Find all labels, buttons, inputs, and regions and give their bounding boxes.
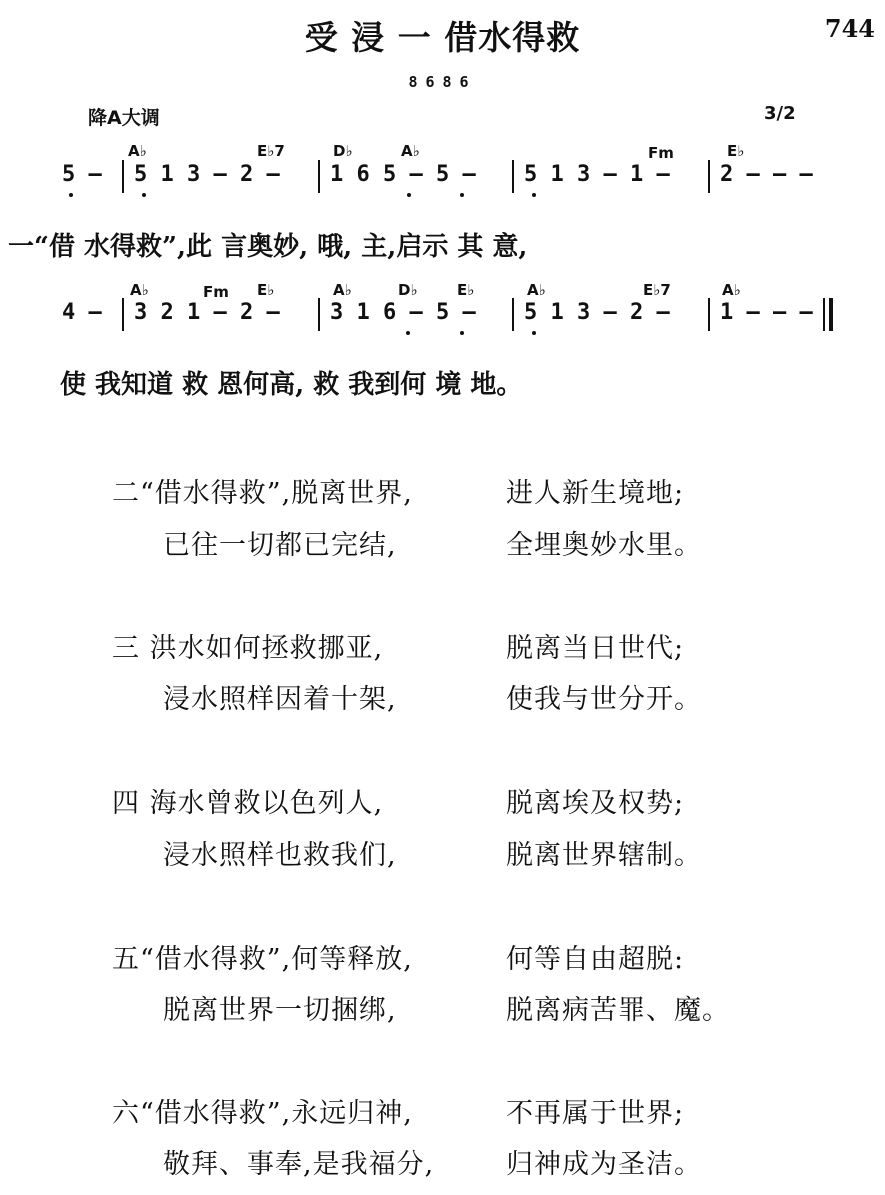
measure: 1 6 5 – 5 – (330, 162, 476, 187)
octave-dot (69, 193, 73, 197)
chord: D♭ (333, 142, 353, 160)
lyric-line: 使 我知道 救 恩何高, 救 我到何 境 地。 (60, 370, 523, 400)
chord: E♭ (727, 142, 745, 160)
octave-dot (532, 331, 536, 335)
verse-line: 不再属于世界; (506, 1098, 685, 1129)
measure: 5 – (62, 162, 102, 187)
verse-line: 五“借水得救”,何等释放, (112, 944, 413, 975)
verse-line: 脱离世界一切捆绑, (163, 995, 397, 1026)
key-signature: 降A大调 (88, 107, 160, 129)
final-bar-thick (829, 298, 833, 331)
octave-dot (532, 193, 536, 197)
bar-line (318, 298, 320, 331)
bar-line (512, 298, 514, 331)
bar-line (318, 160, 320, 193)
chord: A♭ (130, 281, 149, 299)
bar-line (708, 160, 710, 193)
measure: 5 1 3 – 2 – (524, 300, 670, 325)
bar-line (122, 298, 124, 331)
hymn-number: 744 (824, 14, 875, 43)
measure: 4 – (62, 300, 102, 325)
chord: A♭ (527, 281, 546, 299)
chord: A♭ (722, 281, 741, 299)
chord: A♭ (401, 142, 420, 160)
bar-line (708, 298, 710, 331)
bar-line (122, 160, 124, 193)
verse-line: 四 海水曾救以色列人, (112, 788, 384, 819)
verse-line: 浸水照样也救我们, (163, 840, 397, 871)
chord: E♭ (257, 281, 275, 299)
octave-dot (460, 331, 464, 335)
measure: 3 1 6 – 5 – (330, 300, 476, 325)
verse-line: 归神成为圣洁。 (506, 1149, 702, 1180)
verse-line: 浸水照样因着十架, (163, 684, 397, 715)
octave-dot (460, 193, 464, 197)
verse-line: 脱离埃及权势; (506, 788, 685, 819)
chord: E♭ (457, 281, 475, 299)
meter: 8686 (408, 73, 477, 91)
verse-line: 使我与世分开。 (506, 684, 702, 715)
chord: A♭ (128, 142, 147, 160)
verse-line: 全埋奥妙水里。 (506, 530, 702, 561)
measure: 5 1 3 – 2 – (134, 162, 280, 187)
chord: Fm (203, 283, 229, 301)
octave-dot (406, 331, 410, 335)
measure: 1 – – – (720, 300, 813, 325)
hymn-title: 受 浸 一 借水得救 (304, 18, 581, 57)
bar-line (512, 160, 514, 193)
verse-line: 何等自由超脱: (506, 944, 685, 975)
lyric-line: 一“借 水得救”,此 言奥妙, 哦, 主,启示 其 意, (8, 232, 528, 262)
verse-line: 已往一切都已完结, (163, 530, 397, 561)
final-bar-thin (823, 298, 825, 331)
verse-line: 敬拜、事奉,是我福分, (163, 1149, 435, 1180)
verse-line: 二“借水得救”,脱离世界, (112, 478, 413, 509)
verse-line: 进人新生境地; (506, 478, 685, 509)
measure: 2 – – – (720, 162, 813, 187)
chord: E♭7 (257, 142, 285, 160)
measure: 5 1 3 – 1 – (524, 162, 670, 187)
verse-line: 六“借水得救”,永远归神, (112, 1098, 413, 1129)
verse-line: 脱离病苦罪、魔。 (506, 995, 730, 1026)
chord: Fm (648, 144, 674, 162)
measure: 3 2 1 – 2 – (134, 300, 280, 325)
verse-line: 三 洪水如何拯救挪亚, (112, 633, 384, 664)
time-signature: 3/2 (764, 103, 796, 124)
octave-dot (142, 193, 146, 197)
verse-line: 脱离世界辖制。 (506, 840, 702, 871)
chord: D♭ (398, 281, 418, 299)
octave-dot (407, 193, 411, 197)
chord: A♭ (333, 281, 352, 299)
chord: E♭7 (643, 281, 671, 299)
verse-line: 脱离当日世代; (506, 633, 685, 664)
